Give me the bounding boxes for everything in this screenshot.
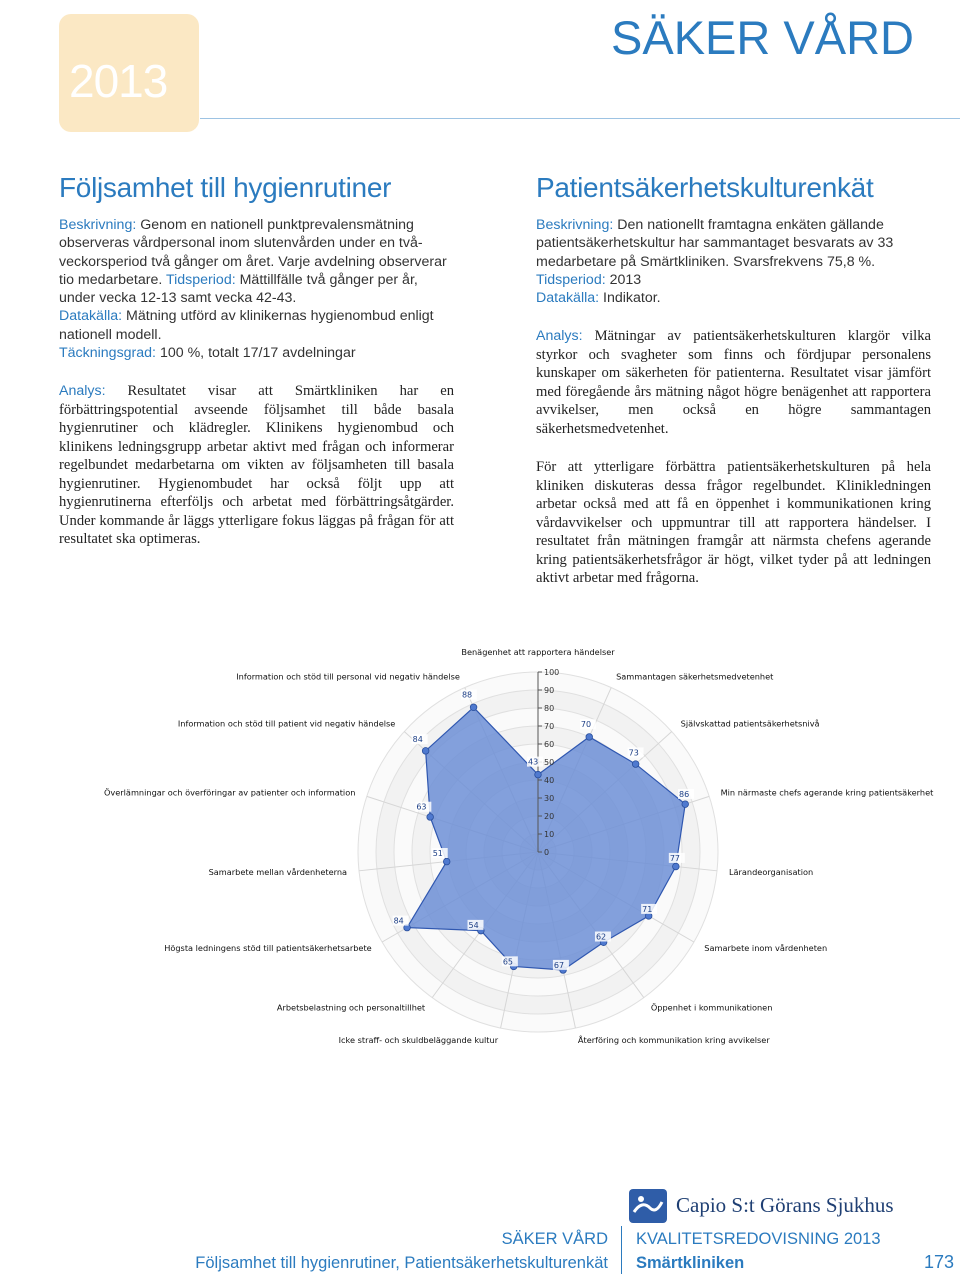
left-meta [59, 216, 454, 362]
logo-text: Capio S:t Görans Sjukhus [676, 1193, 894, 1217]
tick-label: 70 [544, 722, 555, 731]
period-key: Tidsperiod: [166, 271, 236, 288]
tick-label: 100 [544, 668, 560, 677]
category-label: Sammantagen säkerhetsmedvetenhet [616, 671, 774, 682]
desc-text: Genom en nationell punktprevalensmätning observeras vårdpersonal inom slutenvården under en två-veckorsperiod två gånger om året. Varje avdelning observerar tio medarbetare. [59, 217, 447, 288]
footer-section: SÄKER VÅRD [501, 1230, 608, 1248]
period-key: Tidsperiod: [536, 271, 606, 288]
category-label: Självskattad patientsäkerhetsnivå [680, 718, 820, 729]
right-analysis [536, 327, 931, 588]
tick-label: 80 [544, 704, 555, 713]
source-key: Datakälla: [536, 290, 600, 307]
category-label: Arbetsbelastning och personaltillhet [276, 1002, 426, 1013]
category-label: Icke straff- och skuldbeläggande kultur [338, 1034, 499, 1045]
year-box [59, 14, 199, 132]
left-coverage [59, 344, 454, 362]
right-para2: För att ytterligare förbättra patientsäkerhetskulturen på hela kliniken diskuteras dessa frågor regelbundet. Klinikledningen arbetar också med att få en öppenhet i kommunikationen kring vårdavvikelser och uppmuntrar till att rapportera händelser. I resultatet från mätningen framgår att närmsta chefens agerande kring patientsäkerhetsfrågor är högt, vilket tyder på att ledningen aktivt arbetar med frågorna. [536, 459, 931, 587]
desc-text: Den nationellt framtagna enkäten gällande patientsäkerhetskultur har sammantaget besvarats av 33 medarbetare på Smärtkliniken. Svarsfrekvens 75,8 %. [536, 217, 894, 270]
page-number: 173 [924, 1252, 955, 1272]
period-text: 2013 [609, 271, 642, 288]
data-label: 54 [468, 920, 479, 930]
data-point [422, 748, 429, 755]
analysis-key: Analys: [59, 383, 106, 400]
right-column [536, 172, 931, 588]
data-label: 70 [580, 720, 592, 730]
category-label: Information och stöd till personal vid negativ händelse [236, 671, 460, 682]
tick-label: 20 [544, 812, 555, 821]
year-label: 2013 [69, 55, 168, 107]
category-label: Överlämningar och överföringar av patienter och information [103, 787, 356, 798]
analysis-text: Resultatet visar att Smärtkliniken har en förbättringspotential avseende följsamhet till både basala hygienrutiner och klädregler. Klinikens hygienombud och klinikens ledningsgrupp arbetar aktivt med frågan och informerar regelbundet medarbetarna om vikten av följsamheten till basala hygienrutiner. Hygienombudet har också följt upp att hygienrutinerna efterföljs och arbetat med förbättringsåtgärder. Under kommande år läggs ytterligare fokus läggas på frågan för att resultatet ska optimeras. [59, 383, 454, 548]
left-column [59, 172, 454, 549]
coverage-key: Täckningsgrad: [59, 345, 156, 362]
data-label: 88 [461, 690, 473, 700]
analysis-text: Mätningar av patientsäkerhetskulturen klargör vilka styrkor och svagheter som finns och fördjupar personalens kunskaper om säkerheten för patienterna. Resultatet visar jämfört med föregående års mätning något högre benägenhet att rapportera avvikelser, men också en högre sammantagen säkerhetsmedvetenhet. [536, 328, 931, 437]
data-point [632, 761, 639, 768]
tick-label: 10 [544, 830, 555, 839]
category-label: Lärandeorganisation [728, 867, 814, 878]
category-label: Benägenhet att rapportera händelser [461, 647, 615, 657]
data-label: 65 [502, 957, 514, 967]
period-text: Mättillfälle två gånger per år, under vecka 12-13 samt vecka 42-43. [59, 271, 418, 307]
capio-logo [628, 1188, 928, 1224]
category-label: Min närmaste chefs agerande kring patientsäkerhet [720, 787, 934, 798]
footer-divider [621, 1226, 622, 1274]
data-point [586, 734, 593, 741]
tick-label: 30 [544, 794, 555, 803]
data-label: 84 [393, 916, 404, 926]
data-label: 84 [412, 735, 423, 745]
tick-label: 0 [544, 848, 550, 857]
data-label: 62 [595, 932, 607, 942]
right-description [536, 216, 931, 271]
analysis-key: Analys: [536, 328, 583, 345]
left-source [59, 307, 454, 344]
data-label: 63 [416, 802, 427, 812]
data-point [535, 771, 542, 778]
data-point [682, 801, 689, 808]
data-label: 71 [642, 904, 653, 914]
desc-key: Beskrivning: [59, 217, 137, 233]
data-label: 67 [553, 960, 565, 970]
data-point [443, 858, 450, 865]
radar-chart [103, 645, 934, 1085]
data-label: 77 [669, 853, 681, 863]
category-label: Samarbete mellan vårdenheterna [208, 867, 348, 878]
category-label: Högsta ledningens stöd till patientsäkerhetsarbete [164, 943, 372, 953]
category-label: Återföring och kommunikation kring avvikelser [577, 1034, 770, 1045]
footer-report: KVALITETSREDOVISNING 2013 [636, 1230, 881, 1248]
data-point [427, 814, 434, 821]
source-text: Mätning utförd av klinikernas hygienombud enligt nationell modell. [59, 308, 434, 343]
data-point [470, 704, 477, 711]
right-period [536, 271, 931, 289]
footer-clinic: Smärtkliniken [636, 1254, 745, 1272]
left-description [59, 216, 454, 307]
source-key: Datakälla: [59, 308, 123, 325]
category-label: Öppenhet i kommunikationen [650, 1002, 773, 1013]
category-label: Samarbete inom vårdenheten [704, 943, 828, 953]
capio-logo-icon [628, 1188, 668, 1224]
footer-subtitle: Följsamhet till hygienrutiner, Patientsäkerhetskulturenkät [195, 1254, 608, 1272]
data-label: 51 [432, 849, 443, 859]
coverage-text: 100 %, totalt 17/17 avdelningar [159, 345, 356, 362]
data-label: 73 [628, 748, 639, 758]
tick-label: 50 [544, 758, 555, 767]
right-title: Patientsäkerhetskulturenkät [536, 172, 874, 203]
desc-key: Beskrivning: [536, 217, 614, 233]
right-source [536, 289, 931, 307]
right-meta [536, 216, 931, 307]
tick-label: 40 [544, 776, 555, 785]
data-point [673, 863, 680, 870]
left-analysis [59, 382, 454, 549]
source-text: Indikator. [603, 290, 661, 307]
tick-label: 60 [544, 740, 555, 749]
left-title: Följsamhet till hygienrutiner [59, 172, 392, 203]
header-divider [200, 118, 960, 119]
tick-label: 90 [544, 686, 555, 695]
data-label: 86 [679, 789, 690, 799]
category-label: Information och stöd till patient vid negativ händelse [177, 718, 396, 729]
brand-title: SÄKER VÅRD [611, 11, 914, 64]
data-label: 43 [528, 757, 539, 767]
